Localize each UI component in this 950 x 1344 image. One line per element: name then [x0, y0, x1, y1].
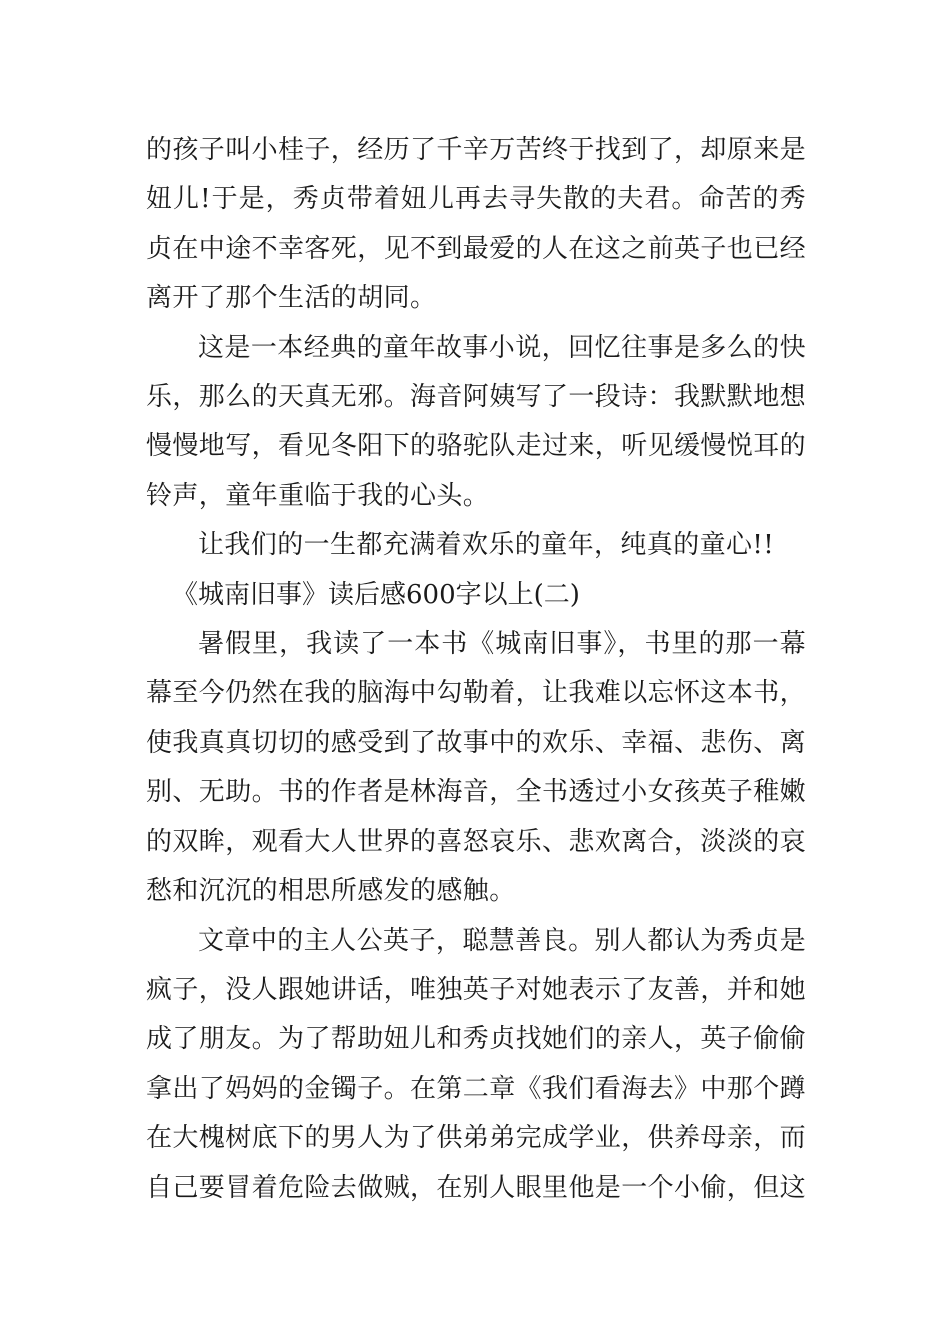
paragraph-protagonist: 文章中的主人公英子，聪慧善良。别人都认为秀贞是疯子，没人跟她讲话，唯独英子对她表示了友善，并和她成了朋友。为了帮助妞儿和秀贞找她们的亲人，英子偷偷拿出了妈妈的金镯子。在第二章《我们看海去》中那个蹲在大槐树底下的男人为了供弟弟完成学业，供养母亲，而自己要冒着危险去做贼，在别人眼里他是一个小偷，但这	[146, 925, 807, 1203]
paragraph-closing: 让我们的一生都充满着欢乐的童年，纯真的童心!!	[198, 530, 775, 561]
section-heading: 《城南旧事》读后感600字以上(二)	[172, 579, 580, 610]
document-body	[146, 126, 806, 1213]
paragraph-reflection: 这是一本经典的童年故事小说，回忆往事是多么的快乐，那么的天真无邪。海音阿姨写了一段诗：我默默地想慢慢地写，看见冬阳下的骆驼队走过来，听见缓慢悦耳的铃声，童年重临于我的心头。	[146, 332, 807, 511]
paragraph-continuation: 的孩子叫小桂子，经历了千辛万苦终于找到了，却原来是妞儿!于是，秀贞带着妞儿再去寻失散的夫君。命苦的秀贞在中途不幸客死，见不到最爱的人在这之前英子也已经离开了那个生活的胡同。	[146, 135, 807, 314]
paragraph-intro: 暑假里，我读了一本书《城南旧事》，书里的那一幕幕至今仍然在我的脑海中勾勒着，让我难以忘怀这本书，使我真真切切的感受到了故事中的欢乐、幸福、悲伤、离别、无助。书的作者是林海音，全书透过小女孩英子稚嫩的双眸，观看大人世界的喜怒哀乐、悲欢离合，淡淡的哀愁和沉沉的相思所感发的感触。	[146, 629, 807, 907]
